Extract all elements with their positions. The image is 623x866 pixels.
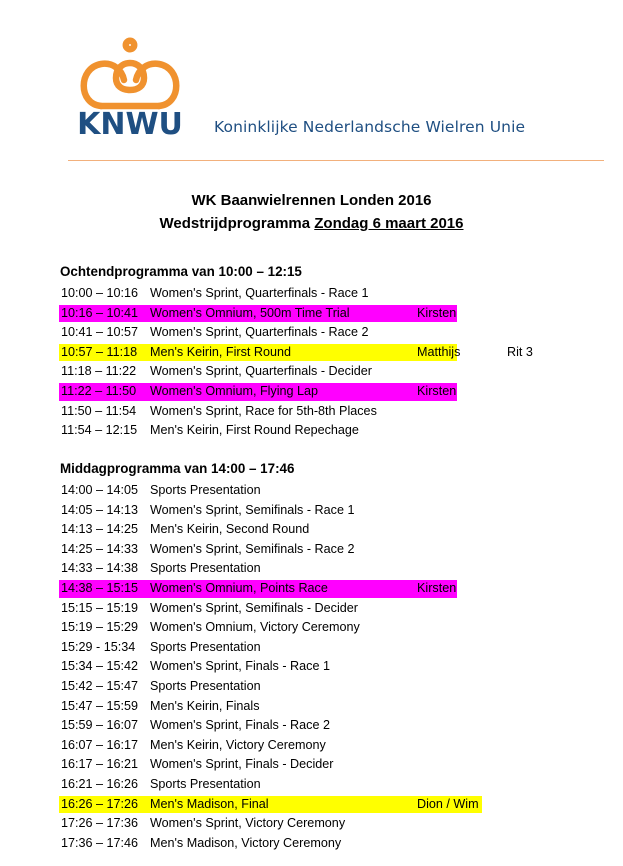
- title-prefix: Wedstrijdprogramma: [159, 215, 315, 232]
- title-date: Zondag 6 maart 2016: [314, 215, 464, 232]
- row-event: Men's Madison, Victory Ceremony: [150, 835, 342, 850]
- row-time: 14:00 – 14:05: [61, 483, 139, 497]
- row-time: 16:17 – 16:21: [61, 757, 139, 772]
- row-event: Women's Omnium, Points Race: [150, 580, 328, 595]
- row-time: 17:36 – 17:46: [61, 835, 139, 850]
- schedule-row: [0, 362, 623, 382]
- afternoon-heading: Middagprogramma van 14:00 – 17:46: [60, 461, 295, 476]
- row-event: Sports Presentation: [150, 678, 261, 693]
- row-rider: Kirsten: [417, 305, 457, 320]
- row-event: Women's Sprint, Finals - Race 1: [150, 659, 330, 674]
- row-time: 15:42 – 15:47: [61, 678, 139, 693]
- row-time: 11:50 – 11:54: [61, 403, 137, 418]
- row-event: Women's Sprint, Semifinals - Decider: [150, 600, 358, 615]
- row-rider: Matthijs: [417, 344, 461, 359]
- row-time: 15:29 - 15:34: [61, 639, 136, 654]
- row-time: 11:54 – 12:15: [61, 423, 138, 438]
- row-time: 11:18 – 11:22: [61, 364, 137, 379]
- row-event: Women's Omnium, Flying Lap: [150, 383, 319, 398]
- row-event: Women's Sprint, Finals - Race 2: [150, 718, 330, 733]
- schedule-row: [0, 795, 623, 815]
- title-line-2: [0, 212, 623, 235]
- row-rider: Kirsten: [417, 383, 457, 398]
- row-time: 10:41 – 10:57: [61, 325, 139, 340]
- schedule-row: [0, 814, 623, 834]
- schedule-row: [0, 421, 623, 441]
- schedule-row: [0, 481, 623, 501]
- row-rider: Dion / Wim: [417, 796, 479, 811]
- schedule-row: [0, 834, 623, 854]
- row-event: Women's Sprint, Victory Ceremony: [150, 816, 346, 831]
- row-time: 10:57 – 11:18: [61, 344, 138, 359]
- schedule-row: [0, 638, 623, 658]
- row-time: 15:59 – 16:07: [61, 718, 139, 733]
- row-event: Sports Presentation: [150, 776, 261, 791]
- row-time: 15:47 – 15:59: [61, 698, 139, 713]
- row-event: Sports Presentation: [150, 561, 261, 576]
- row-time: 11:22 – 11:50: [61, 383, 137, 398]
- morning-schedule: [0, 284, 623, 441]
- row-event: Women's Sprint, Race for 5th-8th Places: [150, 403, 377, 418]
- row-time: 15:19 – 15:29: [61, 620, 139, 635]
- row-time: 14:25 – 14:33: [61, 541, 139, 556]
- schedule-row: [0, 343, 623, 363]
- row-time: 14:13 – 14:25: [61, 522, 139, 537]
- schedule-row: [0, 599, 623, 619]
- row-event: Men's Madison, Final: [150, 796, 269, 811]
- schedule-row: [0, 716, 623, 736]
- row-time: 10:16 – 10:41: [61, 305, 139, 320]
- document-title: [0, 189, 623, 235]
- schedule-row: [0, 755, 623, 775]
- row-note: Rit 3: [507, 344, 533, 359]
- row-time: 14:33 – 14:38: [61, 561, 139, 576]
- schedule-row: [0, 618, 623, 638]
- schedule-row: [0, 304, 623, 324]
- title-line-1: WK Baanwielrennen Londen 2016: [191, 192, 432, 209]
- row-event: Women's Sprint, Finals - Decider: [150, 757, 334, 772]
- row-time: 15:34 – 15:42: [61, 659, 139, 674]
- row-event: Women's Sprint, Quarterfinals - Race 2: [150, 325, 369, 340]
- row-time: 14:38 – 15:15: [61, 580, 139, 595]
- row-event: Sports Presentation: [150, 483, 261, 497]
- row-event: Men's Keirin, Second Round: [150, 522, 310, 537]
- row-time: 17:26 – 17:36: [61, 816, 139, 831]
- row-time: 16:07 – 16:17: [61, 737, 139, 752]
- schedule-row: [0, 657, 623, 677]
- row-time: 14:05 – 14:13: [61, 502, 139, 517]
- schedule-row: [0, 382, 623, 402]
- header-divider: [68, 160, 604, 161]
- row-event: Men's Keirin, First Round: [150, 344, 291, 359]
- organization-name: Koninklijke Nederlandsche Wielren Unie: [214, 118, 526, 136]
- schedule-row: [0, 559, 623, 579]
- row-event: Women's Omnium, Victory Ceremony: [150, 620, 360, 635]
- row-event: Men's Keirin, Finals: [150, 698, 260, 713]
- row-event: Women's Sprint, Quarterfinals - Race 1: [150, 286, 369, 300]
- row-time: 16:26 – 17:26: [61, 796, 139, 811]
- schedule-row: [0, 402, 623, 422]
- schedule-row: [0, 775, 623, 795]
- schedule-row: [0, 323, 623, 343]
- schedule-row: [0, 697, 623, 717]
- schedule-row: [0, 540, 623, 560]
- logo-wordmark: KNWU: [77, 107, 183, 140]
- schedule-row: [0, 284, 623, 304]
- schedule-row: [0, 579, 623, 599]
- schedule-row: [0, 501, 623, 521]
- row-event: Men's Keirin, Victory Ceremony: [150, 737, 326, 752]
- schedule-row: [0, 677, 623, 697]
- afternoon-schedule: [0, 481, 623, 853]
- row-time: 15:15 – 15:19: [61, 600, 139, 615]
- knwu-logo: [76, 34, 184, 140]
- row-event: Women's Omnium, 500m Time Trial: [150, 305, 350, 320]
- row-event: Women's Sprint, Quarterfinals - Decider: [150, 364, 372, 379]
- row-event: Women's Sprint, Semifinals - Race 1: [150, 502, 355, 517]
- schedule-row: [0, 520, 623, 540]
- row-time: 10:00 – 10:16: [61, 286, 139, 300]
- row-event: Sports Presentation: [150, 639, 261, 654]
- row-rider: Kirsten: [417, 580, 457, 595]
- row-event: Women's Sprint, Semifinals - Race 2: [150, 541, 355, 556]
- morning-heading: Ochtendprogramma van 10:00 – 12:15: [60, 264, 302, 279]
- schedule-row: [0, 736, 623, 756]
- row-time: 16:21 – 16:26: [61, 776, 139, 791]
- row-event: Men's Keirin, First Round Repechage: [150, 423, 359, 438]
